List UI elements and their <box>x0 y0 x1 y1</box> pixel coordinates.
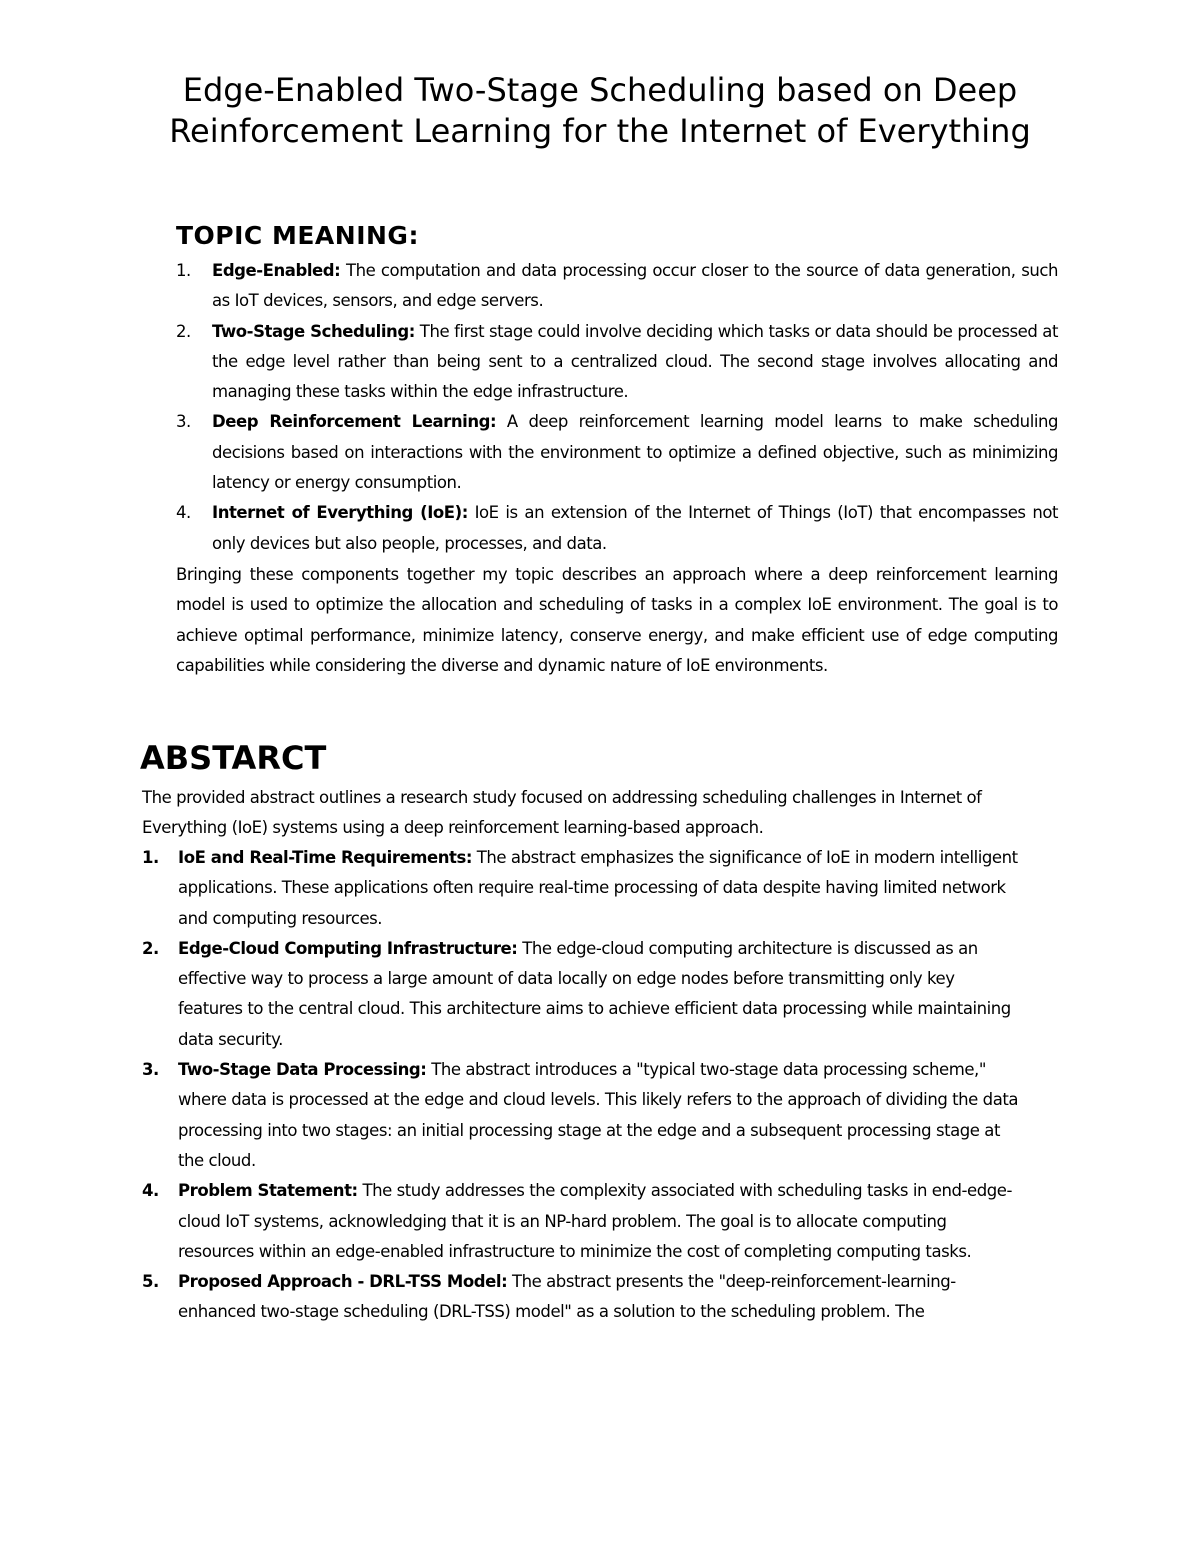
list-item-term: IoE and Real-Time Requirements: <box>178 848 472 867</box>
abstract-intro-paragraph: The provided abstract outlines a research study focused on addressing scheduling challenges in Internet of Everything (IoE) systems using a deep reinforcement learning-based approach. <box>142 788 982 838</box>
list-item-text: The computation and data processing occur closer to the source of data generation, such as IoT devices, sensors, and edge servers. <box>212 261 1058 311</box>
list-item <box>176 407 1058 498</box>
list-item-text: The edge-cloud computing architecture is discussed as an effective way to process a large amount of data locally on edge nodes before transmitting only key features to the central cloud. This architecture aims to achieve efficient data processing while maintaining data security. <box>178 938 1011 1049</box>
list-item-number: 2. <box>176 321 191 341</box>
list-item-number: 1. <box>142 848 159 867</box>
list-item <box>142 934 1022 1055</box>
list-item-term: Two-Stage Data Processing: <box>178 1060 427 1080</box>
list-item-text: The study addresses the complexity associated with scheduling tasks in end-edge-cloud IoT systems, acknowledging that it is an NP-hard problem. The goal is to allocate computing resources within an edge-enabled infrastructure to minimize the cost of completing computing tasks. <box>178 1181 1012 1261</box>
list-item-text: A deep reinforcement learning model learns to make scheduling decisions based on interactions with the environment to optimize a defined objective, such as minimizing latency or energy consumption. <box>212 412 1058 493</box>
list-item <box>142 1055 1022 1176</box>
list-item <box>176 256 1058 317</box>
list-item-term: Internet of Everything (IoE): <box>212 503 468 523</box>
topic-summary-paragraph: Bringing these components together my topic describes an approach where a deep reinforcement learning model is used to optimize the allocation and scheduling of tasks in a complex IoE environment. The goal is to achieve optimal performance, minimize latency, conserve energy, and make efficient use of edge computing capabilities while considering the diverse and dynamic nature of IoE environments. <box>176 565 1058 675</box>
list-item <box>176 317 1058 408</box>
list-item-term: Two-Stage Scheduling: <box>212 321 415 341</box>
list-item-text: The abstract presents the "deep-reinforcement-learning-enhanced two-stage scheduling (DRL-TSS) model" as a solution to the scheduling problem. The <box>178 1272 956 1322</box>
list-item-term: Edge-Cloud Computing Infrastructure: <box>178 938 518 958</box>
list-item <box>142 843 1022 934</box>
abstract-heading: ABSTARCT <box>140 739 327 777</box>
list-item-term: Edge-Enabled: <box>212 261 341 280</box>
topic-meaning-heading: TOPIC MEANING: <box>176 221 419 250</box>
list-item-number: 1. <box>176 261 191 280</box>
list-item-text: The abstract emphasizes the significance of IoE in modern intelligent applications. These applications often require real-time processing of data despite having limited network and computing resources. <box>178 848 1018 928</box>
list-item-text: IoE is an extension of the Internet of Things (IoT) that encompasses not only devices but also people, processes, and data. <box>212 503 1058 553</box>
document-title: Edge-Enabled Two-Stage Scheduling based on Deep Reinforcement Learning for the Internet of Everything <box>169 71 1031 150</box>
list-item <box>142 1176 1022 1267</box>
list-item-text: The abstract introduces a "typical two-stage data processing scheme," where data is processed at the edge and cloud levels. This likely refers to the approach of dividing the data processing into two stages: an initial processing stage at the edge and a subsequent processing stage at the cloud. <box>178 1060 1019 1170</box>
list-item-text: The first stage could involve deciding which tasks or data should be processed at the edge level rather than being sent to a centralized cloud. The second stage involves allocating and managing these tasks within the edge infrastructure. <box>212 321 1058 402</box>
abstract-list <box>142 843 1022 1328</box>
list-item-term: Deep Reinforcement Learning: <box>212 412 497 432</box>
topic-meaning-list <box>176 256 1058 559</box>
list-item-number: 5. <box>142 1272 159 1292</box>
list-item-term: Proposed Approach - DRL-TSS Model: <box>178 1272 508 1292</box>
list-item-number: 2. <box>142 938 159 958</box>
list-item <box>142 1267 1022 1328</box>
list-item-term: Problem Statement: <box>178 1181 358 1201</box>
list-item-number: 4. <box>176 503 191 523</box>
list-item-number: 3. <box>176 412 191 432</box>
list-item <box>176 498 1058 559</box>
list-item-number: 3. <box>142 1060 159 1080</box>
list-item-number: 4. <box>142 1181 159 1201</box>
